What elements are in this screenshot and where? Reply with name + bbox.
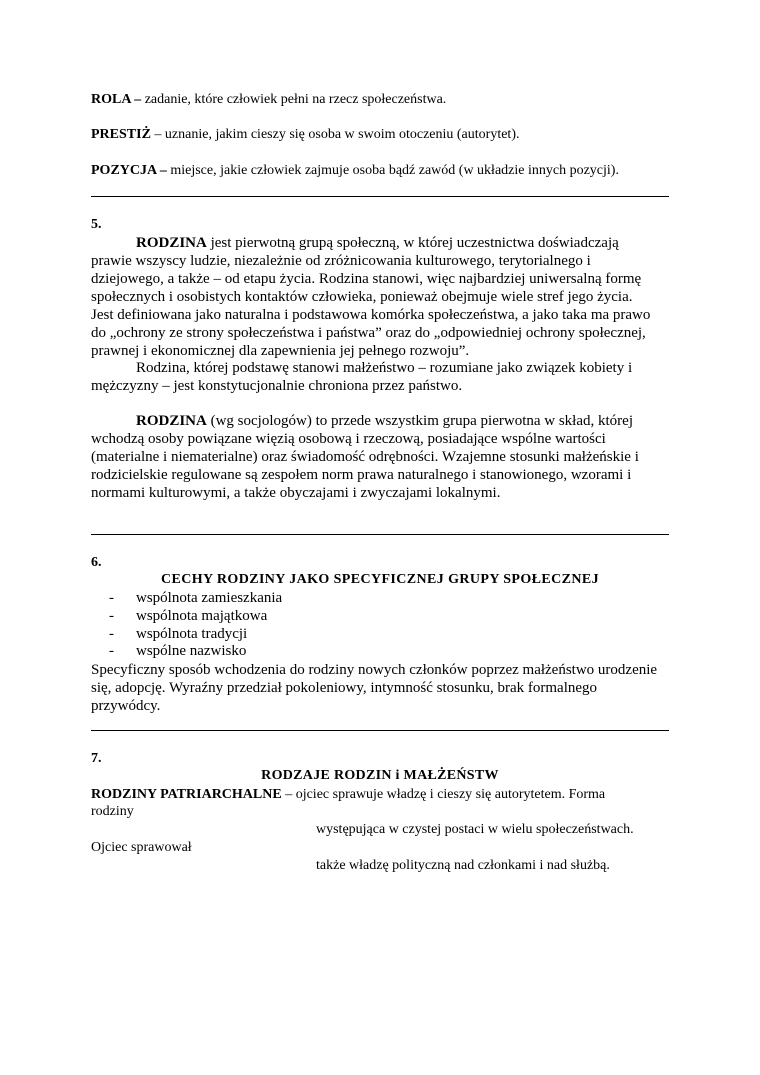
list-item: wspólnota tradycji xyxy=(136,626,248,642)
s7-line: także władzę polityczną nad członkami i nad służbą. xyxy=(316,858,610,873)
s5-line: normami kulturowymi, a także obyczajami i zwyczajami lokalnymi. xyxy=(91,485,501,501)
s7-term: RODZINY PATRIARCHALNE xyxy=(91,787,282,802)
s5-line: społecznych i osobistych kontaktów człowieka, ponieważ obejmuje wiele stref jego życia. xyxy=(91,289,633,305)
list-dash: - xyxy=(109,643,114,659)
divider xyxy=(91,534,669,535)
s7-line xyxy=(91,786,605,804)
def-prestiz xyxy=(91,126,519,144)
s7-line: występująca w czystej postaci w wielu społeczeństwach. xyxy=(316,822,634,837)
def-rola-text: zadanie, które człowiek pełni na rzecz społeczeństwa. xyxy=(141,92,447,107)
s5-p3-term: RODZINA xyxy=(136,413,207,429)
s5-text: (wg socjologów) to przede wszystkim grupa pierwotna w skład, której xyxy=(206,413,633,429)
def-rola-term: ROLA – xyxy=(91,92,142,107)
s7-heading: RODZAJE RODZIN i MAŁŻEŃSTW xyxy=(261,768,499,783)
s5-line: prawnej i ekonomicznej dla zapewnienia jej pełnego rozwoju”. xyxy=(91,343,470,359)
s5-line: do „ochrony ze strony społeczeństwa i państwa” oraz do „odpowiedniej ochrony społecznej, xyxy=(91,325,646,341)
s5-line xyxy=(136,234,619,252)
s7-line: Ojciec sprawował xyxy=(91,840,192,855)
s7-text: – ojciec sprawuje władzę i cieszy się autorytetem. Forma xyxy=(281,787,606,802)
s7-line: rodziny xyxy=(91,804,134,819)
divider xyxy=(91,196,669,197)
def-pozycja-term: POZYCJA – xyxy=(91,163,167,178)
s6-heading: CECHY RODZINY JAKO SPECYFICZNEJ GRUPY SPOŁECZNEJ xyxy=(160,572,600,587)
divider xyxy=(91,730,669,731)
s6-line: Specyficzny sposób wchodzenia do rodziny nowych członków poprzez małżeństwo urodzenie xyxy=(91,662,658,678)
list-item: wspólnota majątkowa xyxy=(136,608,268,624)
section-number: 5. xyxy=(91,217,102,232)
s5-line: mężczyzny – jest konstytucjonalnie chroniona przez państwo. xyxy=(91,378,463,394)
s6-line: się, adopcję. Wyraźny przedział pokoleniowy, intymność stosunku, brak formalnego xyxy=(91,680,598,696)
s6-line: przywódcy. xyxy=(91,698,161,714)
list-dash: - xyxy=(109,608,114,624)
s5-p1-term: RODZINA xyxy=(136,235,207,251)
s5-line: Rodzina, której podstawę stanowi małżeństwo – rozumiane jako związek kobiety i xyxy=(136,360,633,376)
section-number: 6. xyxy=(91,555,102,570)
def-pozycja-text: miejsce, jakie człowiek zajmuje osoba bądź zawód (w układzie innych pozycji). xyxy=(166,163,619,178)
s5-line xyxy=(136,412,633,430)
section-number: 7. xyxy=(91,751,102,766)
list-item: wspólnota zamieszkania xyxy=(136,590,283,606)
def-prestiz-term: PRESTIŻ xyxy=(91,127,151,142)
list-dash: - xyxy=(109,590,114,606)
s5-line: dziejowego, a także – od etapu życia. Rodzina stanowi, więc najbardziej uniwersalną formę xyxy=(91,271,642,287)
s5-text: jest pierwotną grupą społeczną, w której uczestnictwa doświadczają xyxy=(206,235,619,251)
s5-line: Jest definiowana jako naturalna i podstawowa komórka społeczeństwa, a jako taka ma prawo xyxy=(91,307,651,323)
def-rola xyxy=(91,91,446,109)
list-dash: - xyxy=(109,626,114,642)
s5-line: (materialne i niematerialne) oraz świadomość odrębności. Wzajemne stosunki małżeńskie i xyxy=(91,449,639,465)
s5-line: rodzicielskie regulowane są zespołem norm prawa naturalnego i stanowionego, wzorami i xyxy=(91,467,632,483)
s5-line: wchodzą osoby powiązane więzią osobową i rzeczową, posiadające wspólne wartości xyxy=(91,431,606,447)
def-prestiz-text: – uznanie, jakim cieszy się osoba w swoim otoczeniu (autorytet). xyxy=(150,127,520,142)
def-pozycja xyxy=(91,162,619,180)
s5-line: prawie wszyscy ludzie, niezależnie od zróżnicowania kulturowego, terytorialnego i xyxy=(91,253,591,269)
list-item: wspólne nazwisko xyxy=(136,643,247,659)
